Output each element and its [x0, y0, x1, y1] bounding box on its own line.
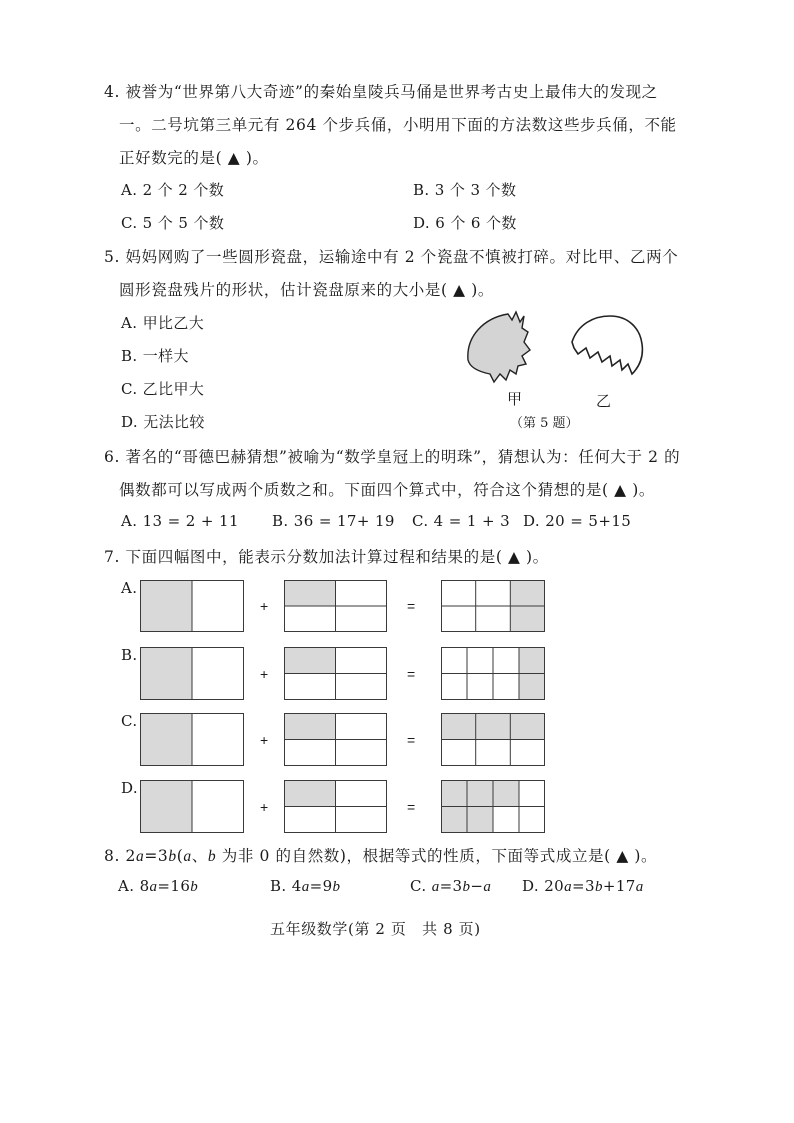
q8-option-b: B. 4a=9b [270, 877, 341, 895]
q7-row-c-label: C. [121, 712, 138, 730]
q7-d-result-figure [441, 780, 545, 833]
q6-option-a: A. 13 = 2 + 11 [121, 512, 239, 530]
q7-c-middle-figure [284, 713, 387, 766]
q8-line-1: 8. 2a=3b(a、b 为非 0 的自然数)，根据等式的性质，下面等式成立是( ▲ )。 [104, 847, 658, 865]
q7-a-plus: + [260, 598, 269, 614]
plate-yi-shard [572, 316, 642, 374]
q5-line-1: 5. 妈妈网购了一些圆形瓷盘，运输途中有 2 个瓷盘不慎被打碎。对比甲、乙两个 [104, 248, 679, 266]
q7-line-1: 7. 下面四幅图中，能表示分数加法计算过程和结果的是( ▲ )。 [104, 548, 549, 566]
q7-row-d-label: D. [121, 779, 139, 797]
q6-option-c: C. 4 = 1 + 3 [412, 512, 511, 530]
q5-option-d: D. 无法比较 [121, 413, 205, 431]
q4-line-3: 正好数完的是( ▲ )。 [119, 149, 269, 167]
q7-d-left-figure [140, 780, 244, 833]
q5-option-b: B. 一样大 [121, 347, 189, 365]
q7-b-result-figure [441, 647, 545, 700]
page-footer: 五年级数学(第 2 页 共 8 页) [270, 920, 481, 938]
q8-option-a: A. 8a=16b [118, 877, 199, 895]
q4-option-c: C. 5 个 5 个数 [121, 214, 225, 232]
q5-option-c: C. 乙比甲大 [121, 380, 205, 398]
q5-figure-caption: （第 5 题） [510, 416, 579, 431]
q7-b-equals: = [407, 666, 416, 682]
q7-c-result-figure [441, 713, 545, 766]
q5-line-2: 圆形瓷盘残片的形状，估计瓷盘原来的大小是( ▲ )。 [119, 281, 494, 299]
q4-option-b: B. 3 个 3 个数 [413, 181, 517, 199]
plate-jia-shard [468, 312, 530, 382]
q7-c-plus: + [260, 732, 269, 748]
q7-d-middle-figure [284, 780, 387, 833]
q6-line-1: 6. 著名的“哥德巴赫猜想”被喻为“数学皇冠上的明珠”，猜想认为：任何大于 2 的 [104, 448, 681, 466]
q7-b-middle-figure [284, 647, 387, 700]
q4-line-2: 一。二号坑第三单元有 264 个步兵俑，小明用下面的方法数这些步兵俑，不能 [119, 116, 677, 134]
q6-option-d: D. 20 = 5+15 [523, 512, 632, 530]
q7-a-equals: = [407, 598, 416, 614]
q4-option-d: D. 6 个 6 个数 [413, 214, 517, 232]
q8-option-c: C. a=3b−a [410, 877, 492, 895]
q5-plates-figure [462, 308, 662, 404]
q4-line-1: 4. 被誉为“世界第八大奇迹”的秦始皇陵兵马俑是世界考古史上最伟大的发现之 [104, 83, 658, 101]
q6-option-b: B. 36 = 17+ 19 [272, 512, 395, 530]
q7-b-left-figure [140, 647, 244, 700]
q7-a-left-figure [140, 580, 244, 632]
q7-a-middle-figure [284, 580, 387, 632]
q7-d-plus: + [260, 799, 269, 815]
q5-label-jia: 甲 [507, 390, 523, 408]
q7-row-b-label: B. [121, 646, 138, 664]
q7-c-left-figure [140, 713, 244, 766]
q7-b-plus: + [260, 666, 269, 682]
q4-option-a: A. 2 个 2 个数 [121, 181, 225, 199]
q7-d-equals: = [407, 799, 416, 815]
q5-label-yi: 乙 [596, 392, 612, 410]
q8-option-d: D. 20a=3b+17a [522, 877, 644, 895]
q6-line-2: 偶数都可以写成两个质数之和。下面四个算式中，符合这个猜想的是( ▲ )。 [119, 481, 655, 499]
q7-a-result-figure [441, 580, 545, 632]
q5-option-a: A. 甲比乙大 [121, 314, 205, 332]
q7-row-a-label: A. [121, 579, 138, 597]
q7-c-equals: = [407, 732, 416, 748]
